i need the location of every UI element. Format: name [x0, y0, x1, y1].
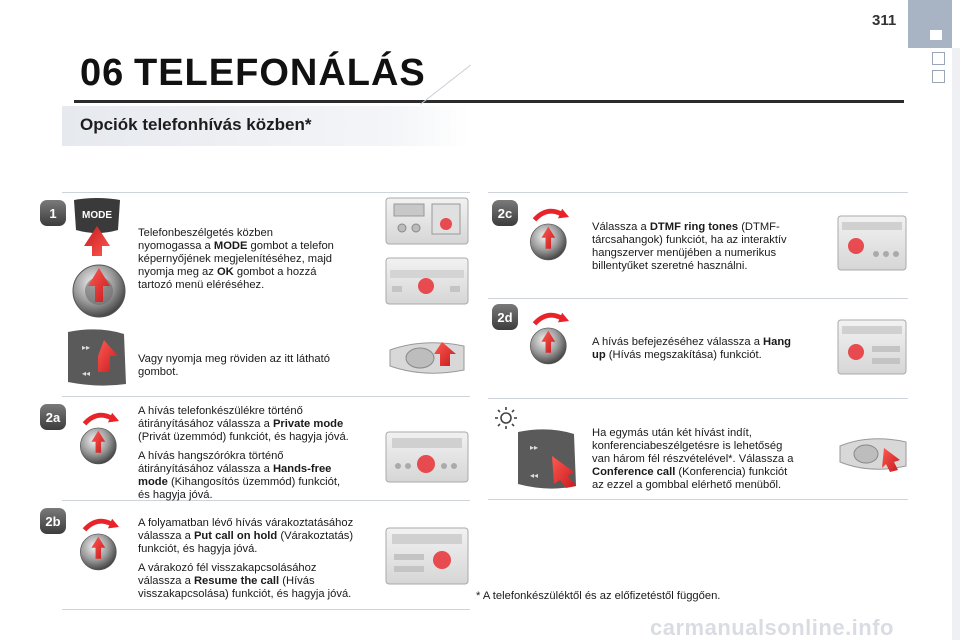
step-2a-bold: mode [138, 476, 168, 488]
step-badge-2d: 2d [492, 304, 518, 330]
step-2b-line: visszakapcsolása) funkciót, és hagyja jóvá. [138, 588, 352, 600]
side-marker-box [932, 52, 945, 65]
step-2b-line: A folyamatban lévő hívás várakoztatásához [138, 517, 354, 529]
step-2a-line: A hívás telefonkészülékre történő [138, 405, 303, 417]
band-divider [420, 65, 471, 105]
step-2b-bold: Resume the call [193, 575, 280, 587]
rotary-knob-icon [70, 262, 128, 320]
rotate-knob-icon [520, 310, 578, 368]
tip-text [592, 427, 832, 492]
step-2a-line: A hívás hangszórókra történő [138, 450, 284, 462]
step-2c-line: (DTMF- [738, 221, 780, 233]
step-2c-text [592, 221, 832, 273]
step-2d-bold: Hang [763, 336, 791, 348]
watermark: carmanualsonline.info [650, 615, 894, 640]
radio-unit-icon [384, 430, 470, 484]
step-2b-line: (Várakoztatás) [277, 530, 354, 542]
step-1-line: tartozó menü eléréséhez. [138, 279, 265, 291]
step-2a-line: (Kihangosítós üzemmód) funkciót, [167, 476, 341, 488]
step-2a-bold: Private mode [272, 418, 344, 430]
svg-text:◂◂: ◂◂ [82, 369, 91, 378]
step-2b-text [138, 517, 378, 601]
step-2a-text [138, 405, 378, 502]
tip-line: (Konferencia) funkciót [675, 466, 788, 478]
step-2b-line: válassza a [138, 530, 194, 542]
tip-line: van három fél részvételével*. Válassza a [592, 453, 794, 465]
svg-text:▸▸: ▸▸ [82, 343, 91, 352]
chapter-number: 06 [80, 52, 125, 94]
step-badge-2c: 2c [492, 200, 518, 226]
side-rule [952, 48, 960, 640]
step-2b-bold: Put call on hold [193, 530, 278, 542]
step-1-alt-line: gombot. [138, 366, 179, 378]
radio-unit-icon [836, 214, 908, 272]
radio-unit-icon [384, 526, 470, 586]
tip-line: az ezzel a gombbal elérhető menüből. [592, 479, 782, 491]
steering-stalk-icon [518, 426, 580, 492]
step-1-alt-line: Vagy nyomja meg röviden az itt látható [138, 353, 330, 365]
step-1-line: gombot a telefon [247, 240, 334, 252]
stalk-closeup-icon [836, 422, 908, 482]
step-1-bold: OK [216, 266, 234, 278]
lightbulb-icon [494, 406, 518, 430]
corner-square [930, 30, 942, 40]
step-1-bold: MODE [213, 240, 248, 252]
step-1-line: nyomogassa a [138, 240, 214, 252]
chapter-title: TELEFONÁLÁS [134, 52, 426, 94]
step-badge-2a: 2a [40, 404, 66, 430]
rotate-knob-icon [70, 516, 128, 574]
step-1-line: nyomja meg az [138, 266, 217, 278]
step-2b-line: válassza a [138, 575, 194, 587]
step-1-line: gombot a hozzá [233, 266, 317, 278]
mode-button-icon [70, 196, 124, 258]
step-2a-line: és hagyja jóvá. [138, 489, 213, 501]
tip-line: konferenciabeszélgetésre is lehetőség [592, 440, 783, 452]
stalk-closeup-icon [384, 326, 470, 386]
tip-line: Ha egymás után két hívást indít, [592, 427, 752, 439]
step-2a-line: átirányításához válassza a [138, 463, 273, 475]
step-badge-1: 1 [40, 200, 66, 226]
step-2b-line: A várakozó fél visszakapcsolásához [138, 562, 317, 574]
step-2d-line: A hívás befejezéséhez válassza a [592, 336, 764, 348]
tip-bold: Conference call [592, 466, 676, 478]
step-2c-line: tárcsahangok) funkciót, ha az interaktív [592, 234, 787, 246]
step-2a-line: (Privát üzemmód) funkciót, és hagyja jóvá. [138, 431, 349, 443]
step-2c-line: hangszerver menüjében a numerikus [592, 247, 777, 259]
step-2c-line: Válassza a [592, 221, 650, 233]
step-2d-text [592, 336, 832, 362]
page-number: 311 [872, 12, 897, 29]
step-2c-line: billentyűket szeretné használni. [592, 260, 748, 272]
svg-text:◂◂: ◂◂ [530, 471, 539, 480]
rotate-knob-icon [70, 410, 128, 468]
step-2a-bold: Hands-free [272, 463, 332, 475]
step-1-line: képernyőjének megjelenítéséhez, majd [138, 253, 333, 265]
chapter-corner-tab [908, 0, 952, 48]
step-2b-line: (Hívás [279, 575, 315, 587]
radio-unit-icon [384, 196, 470, 246]
steering-stalk-icon [68, 326, 128, 388]
step-2c-bold: DTMF ring tones [649, 221, 739, 233]
mode-button-label: MODE [82, 210, 112, 221]
step-1-alt-text [138, 353, 378, 379]
step-2a-line: átirányításához válassza a [138, 418, 273, 430]
step-1-line: Telefonbeszélgetés közben [138, 227, 273, 239]
step-2d-line: (Hívás megszakítása) funkciót. [605, 349, 762, 361]
step-1-text [138, 227, 378, 292]
step-2b-line: funkciót, és hagyja jóvá. [138, 543, 258, 555]
title-rule [74, 100, 904, 103]
footnote: * A telefonkészüléktől és az előfizetéstől függően. [476, 590, 721, 602]
radio-unit-icon [836, 318, 908, 376]
rotate-knob-icon [520, 206, 578, 264]
radio-unit-icon [384, 256, 470, 306]
section-title: Opciók telefonhívás közben* [80, 115, 312, 134]
step-badge-2b: 2b [40, 508, 66, 534]
svg-text:▸▸: ▸▸ [530, 443, 539, 452]
side-marker-box [932, 70, 945, 83]
step-2d-bold: up [592, 349, 606, 361]
